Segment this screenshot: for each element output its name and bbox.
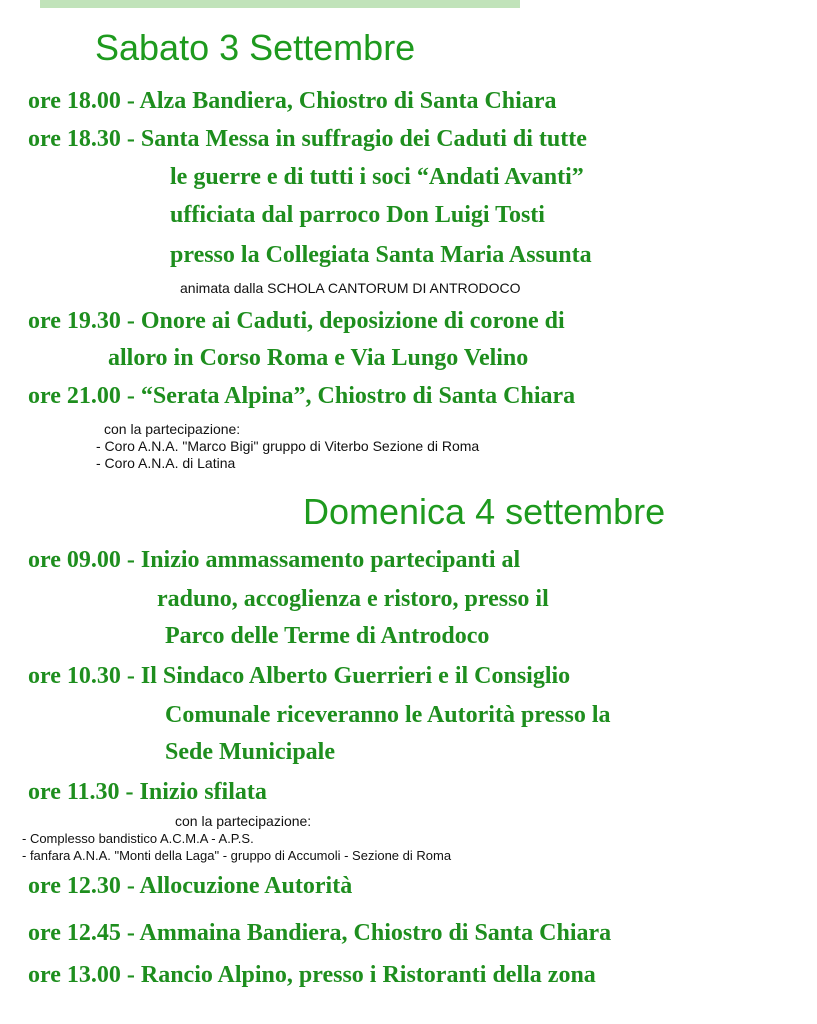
schedule-line-continued: le guerre e di tutti i soci “Andati Avanti” <box>170 164 584 190</box>
saturday-heading: Sabato 3 Settembre <box>95 27 416 68</box>
schedule-line-continued: ufficiata dal parroco Don Luigi Tosti <box>170 202 545 228</box>
schedule-line-continued: Comunale riceveranno le Autorità presso la <box>165 702 611 728</box>
schedule-line-continued: presso la Collegiata Santa Maria Assunta <box>170 242 592 268</box>
schedule-line: ore 13.00 - Rancio Alpino, presso i Ristoranti della zona <box>28 962 596 988</box>
participation-item: - fanfara A.N.A. "Monti della Laga" - gruppo di Accumoli - Sezione di Roma <box>22 848 452 863</box>
participation-item: - Coro A.N.A. "Marco Bigi" gruppo di Viterbo Sezione di Roma <box>96 438 480 454</box>
participation-note: con la partecipazione: <box>175 813 312 829</box>
choir-note: animata dalla SCHOLA CANTORUM DI ANTRODOCO <box>180 280 521 296</box>
schedule-line: ore 18.30 - Santa Messa in suffragio dei Caduti di tutte <box>28 126 587 152</box>
schedule-line: ore 11.30 - Inizio sfilata <box>28 779 267 805</box>
schedule-line: ore 09.00 - Inizio ammassamento partecipanti al <box>28 547 521 573</box>
top-decoration <box>40 0 520 8</box>
schedule-line-continued: raduno, accoglienza e ristoro, presso il <box>157 586 549 612</box>
schedule-line: ore 12.45 - Ammaina Bandiera, Chiostro di Santa Chiara <box>28 920 612 946</box>
schedule-line: ore 10.30 - Il Sindaco Alberto Guerrieri e il Consiglio <box>28 663 571 689</box>
schedule-line: ore 19.30 - Onore ai Caduti, deposizione di corone di <box>28 308 565 334</box>
participation-item: - Coro A.N.A. di Latina <box>96 455 236 471</box>
participation-note: con la partecipazione: <box>104 421 241 437</box>
schedule-line-continued: alloro in Corso Roma e Via Lungo Velino <box>108 345 529 371</box>
schedule-line: ore 21.00 - “Serata Alpina”, Chiostro di Santa Chiara <box>28 383 576 409</box>
sunday-heading: Domenica 4 settembre <box>303 491 666 532</box>
schedule-line-continued: Parco delle Terme di Antrodoco <box>165 623 490 649</box>
schedule-line: ore 18.00 - Alza Bandiera, Chiostro di Santa Chiara <box>28 88 557 114</box>
schedule-line: ore 12.30 - Allocuzione Autorità <box>28 873 353 899</box>
schedule-line-continued: Sede Municipale <box>165 739 336 765</box>
participation-item: - Complesso bandistico A.C.M.A - A.P.S. <box>22 831 254 846</box>
